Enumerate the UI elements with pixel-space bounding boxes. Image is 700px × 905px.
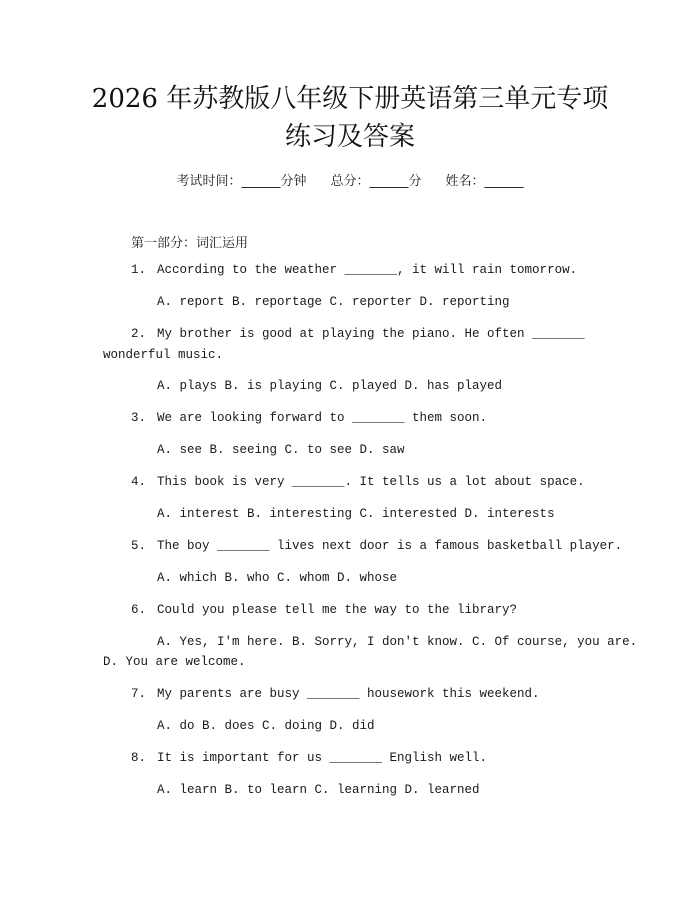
- question-stem-continued: wonderful music.: [103, 348, 224, 362]
- question-number: 3.: [131, 411, 147, 425]
- question-number: 4.: [131, 475, 147, 489]
- question-stem: We are looking forward to _______ them soon.: [157, 411, 488, 425]
- document-title-line-1: 2026 年苏教版八年级下册英语第三单元专项: [91, 84, 609, 114]
- exam-time: 考试时间：______分钟: [176, 174, 307, 189]
- question-stem: Could you please tell me the way to the library?: [157, 603, 518, 617]
- exam-name-field: 姓名：______: [445, 174, 524, 189]
- question-options: A. report B. reportage C. reporter D. reporting: [157, 295, 510, 309]
- question-number: 1.: [131, 263, 147, 277]
- question-options: A. plays B. is playing C. played D. has played: [157, 379, 503, 393]
- question-options: A. Yes, I'm here. B. Sorry, I don't know. C. Of course, you are.: [157, 635, 638, 649]
- question-stem: The boy _______ lives next door is a famous basketball player.: [157, 539, 623, 553]
- document-title-line-2: 练习及答案: [284, 122, 415, 152]
- question-options: A. interest B. interesting C. interested D. interests: [157, 507, 555, 521]
- question-stem: It is important for us _______ English well.: [157, 751, 488, 765]
- question-number: 6.: [131, 603, 147, 617]
- question-stem: According to the weather _______, it will rain tomorrow.: [157, 263, 578, 277]
- question-options: A. learn B. to learn C. learning D. learned: [157, 783, 480, 797]
- question-number: 7.: [131, 687, 147, 701]
- question-options: A. see B. seeing C. to see D. saw: [157, 443, 405, 457]
- exam-total-score: 总分：______分: [330, 174, 422, 189]
- exam-info: [0, 170, 700, 189]
- section-title: 第一部分：词汇运用: [131, 236, 249, 251]
- question-stem: This book is very _______. It tells us a lot about space.: [157, 475, 585, 489]
- question-options: A. do B. does C. doing D. did: [157, 719, 375, 733]
- question-number: 5.: [131, 539, 147, 553]
- question-options: A. which B. who C. whom D. whose: [157, 571, 398, 585]
- question-options-continued: D. You are welcome.: [103, 655, 246, 669]
- question-stem: My parents are busy _______ housework this weekend.: [157, 687, 540, 701]
- question-number: 2.: [131, 327, 147, 341]
- question-number: 8.: [131, 751, 147, 765]
- question-stem: My brother is good at playing the piano. He often _______: [157, 327, 585, 341]
